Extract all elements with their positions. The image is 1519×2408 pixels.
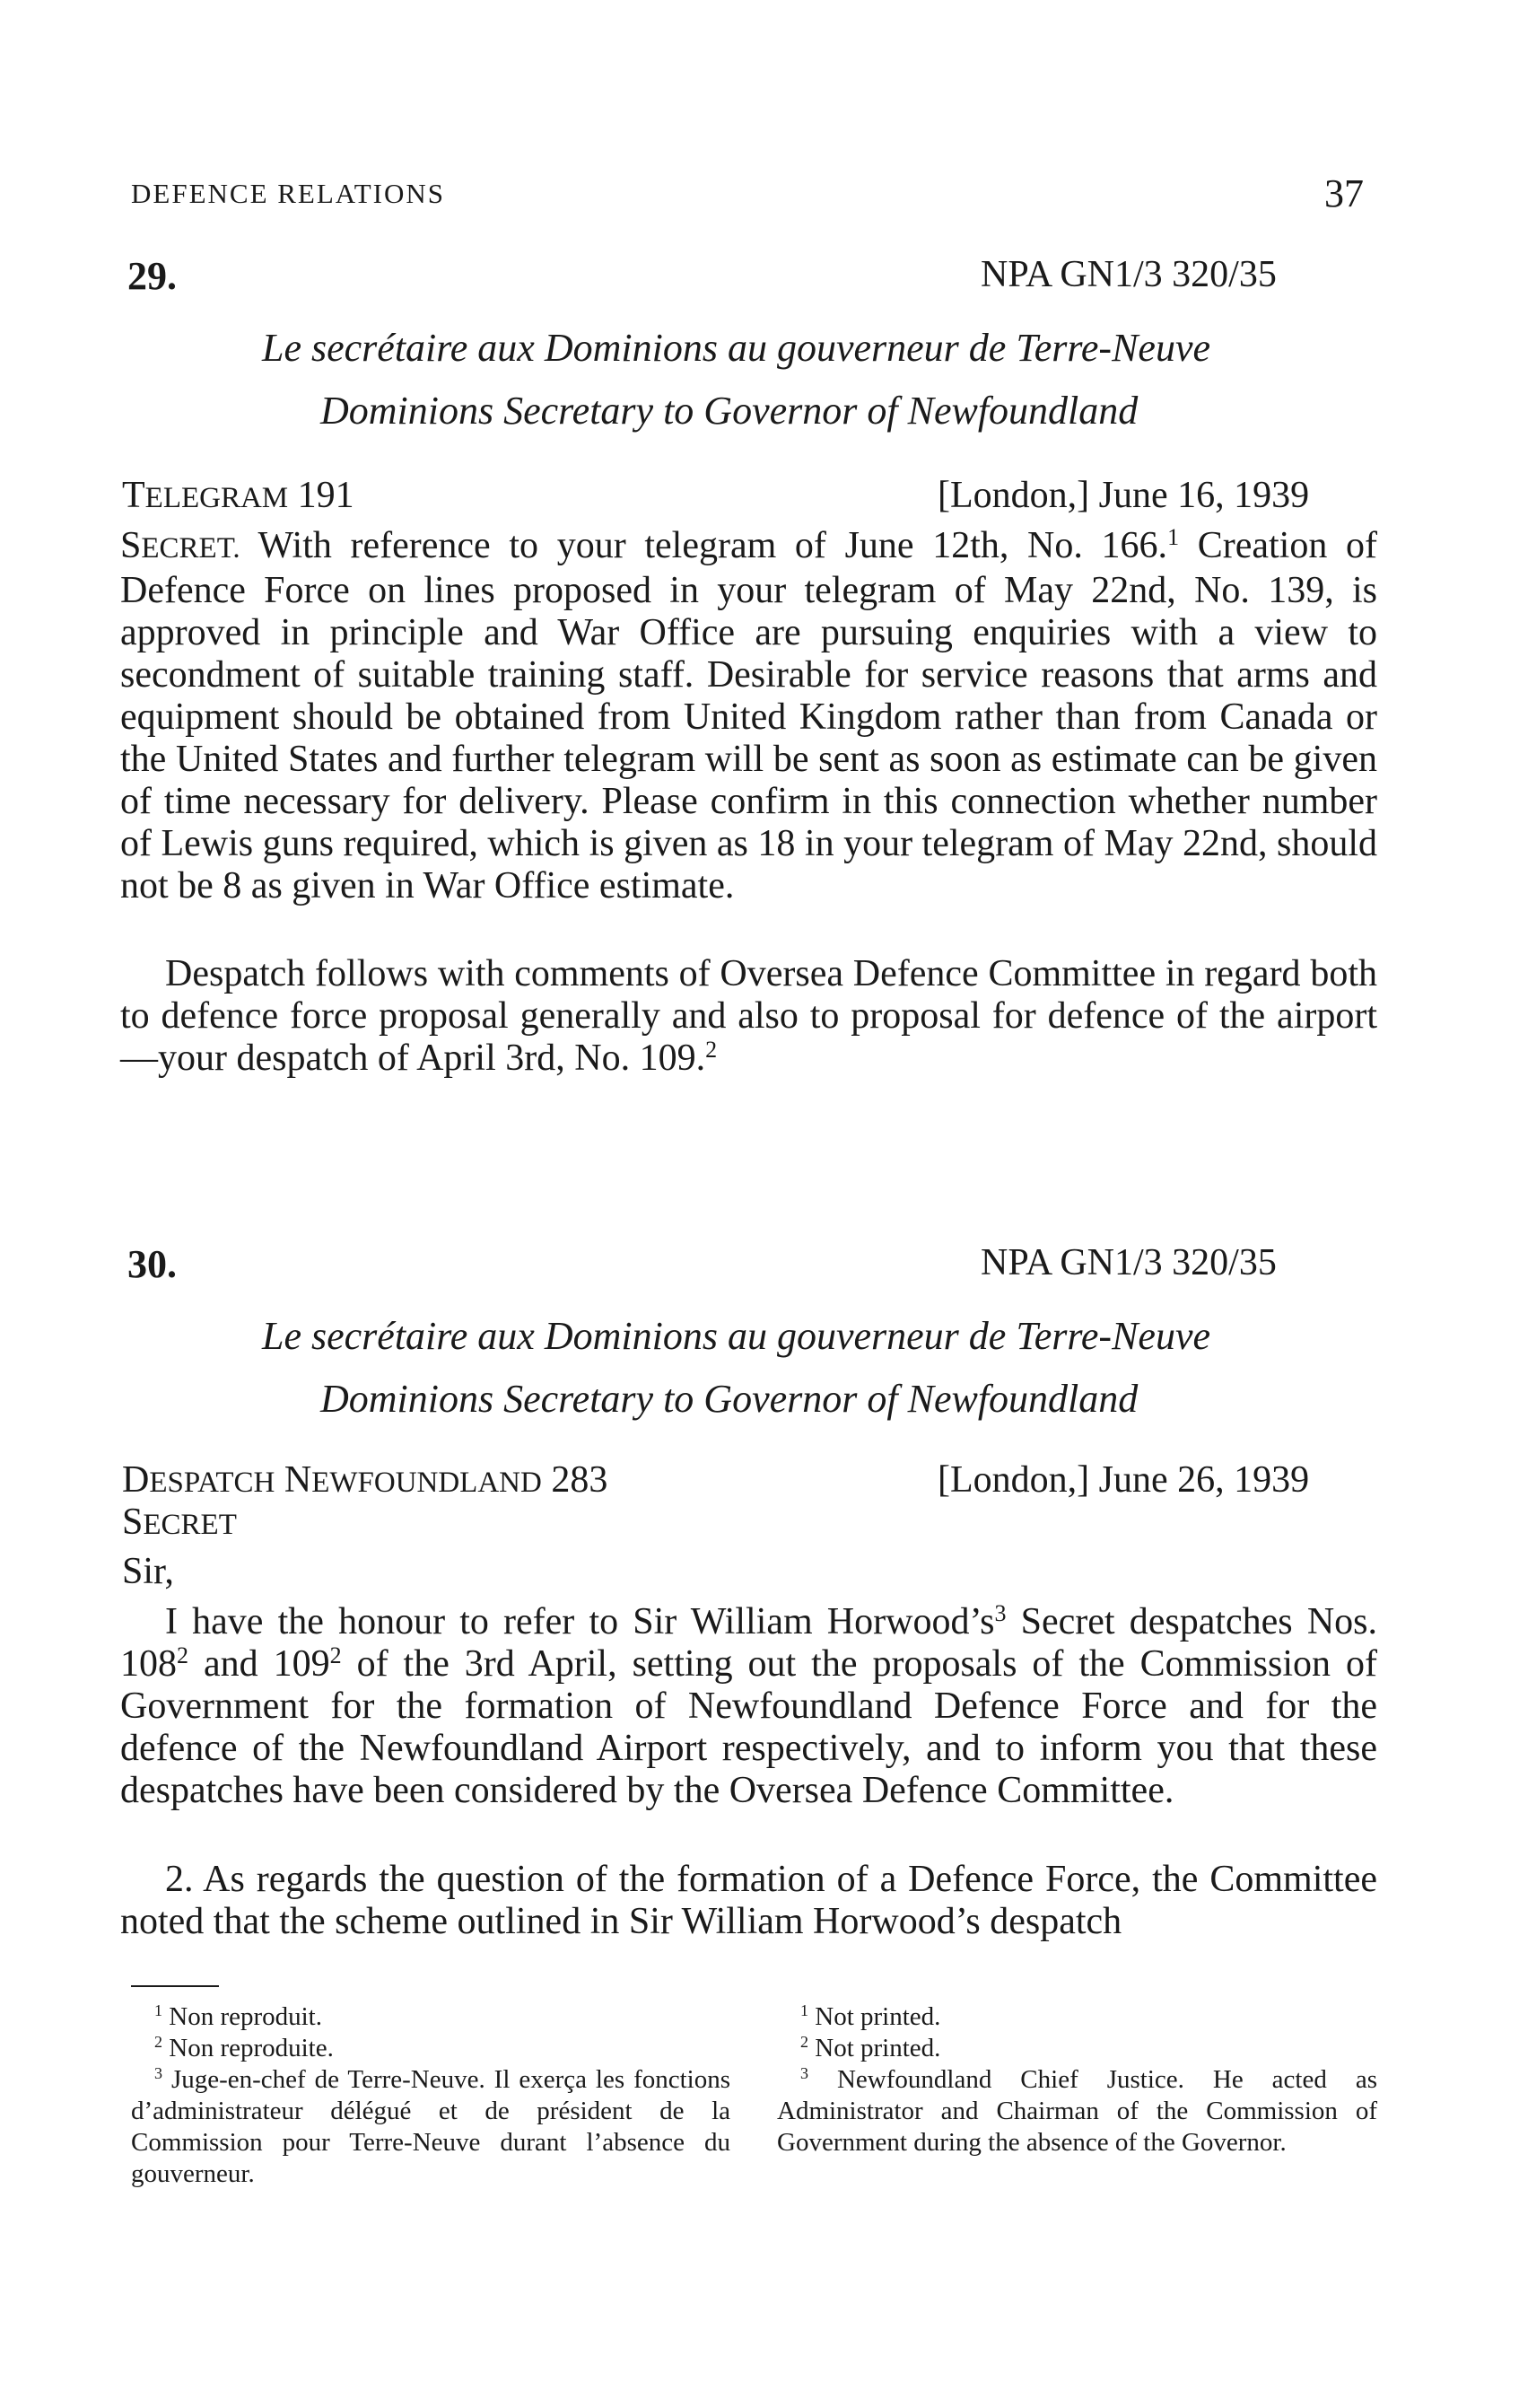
footnote-marker: 2 [177,1642,188,1668]
document-type-cap: N [275,1459,312,1501]
footnote-mark: 1 [800,2001,808,2019]
running-head: DEFENCE RELATIONS [131,178,446,209]
paragraph-text: Secret despatches Nos. 108 [120,1601,1377,1685]
document-number-30: 30. [127,1242,177,1286]
footnote-text: Not printed. [815,2002,941,2031]
classification-30 [122,1501,237,1544]
secret-small: ECRET. [141,532,240,565]
footnote-text: Not printed. [815,2034,941,2062]
secret-cap: S [120,525,142,566]
title-english-29: Dominions Secretary to Governor of Newfoundland [320,389,1139,433]
footnote-item [777,2064,1377,2158]
secret-small: ECRET [143,1509,237,1541]
footnote-rule [131,1985,219,1987]
paragraph-text: With reference to your telegram of June 12th, No. 166. [240,525,1168,566]
footnote-text: Non reproduit. [169,2002,322,2031]
footnotes-french [131,2001,730,2190]
title-english-30: Dominions Secretary to Governor of Newfoundland [320,1377,1139,1421]
footnote-text: Juge-en-chef de Terre-Neuve. Il exerça les fonctions d’administrateur délégué et de président de la Commission pour Terre-Neuve durant l’absence du gouverneur. [131,2065,730,2188]
title-french-30: Le secrétaire aux Dominions au gouverneur de Terre-Neuve [262,1314,1211,1358]
footnote-marker: 2 [329,1642,342,1668]
document-type-small: ESPATCH [149,1467,275,1499]
telegram-paragraph-1 [120,525,1377,907]
document-type-30 [122,1458,607,1502]
despatch-paragraph-1 [120,1601,1377,1812]
telegram-paragraph-2 [120,953,1377,1080]
paragraph-text: of the 3rd April, setting out the proposals of the Commission of Government for the formation of Newfoundland Defence Force and for the defence of the Newfoundland Airport respectively, and to inform you that these despatches have been considered by the Oversea Defence Committee. [120,1643,1377,1811]
footnote-marker: 3 [994,1600,1007,1626]
document-type-29 [122,474,354,517]
despatch-paragraph-2: 2. As regards the question of the formation of a Defence Force, the Committee noted that the scheme outlined in Sir William Horwood’s despatch [120,1859,1377,1942]
footnote-text: Non reproduite. [169,2034,334,2062]
paragraph-text: I have the honour to refer to Sir William Horwood’s [165,1601,995,1642]
footnote-marker: 1 [1167,524,1180,550]
document-type-number: 283 [541,1459,608,1501]
document-number-29: 29. [127,254,177,298]
secret-cap: S [122,1502,144,1543]
paragraph-text: Creation of Defence Force on lines proposed in your telegram of May 22nd, No. 139, is approved in principle and War Office are pursuing enquiries with a view to secondment of suitable training staff. Desirable for service reasons that arms and equipment should be obtained from United Kingdom rather than from Canada or the United States and further telegram will be sent as soon as estimate can be given of time necessary for delivery. Please confirm in this connection whether number of Lewis guns required, which is given as 18 in your telegram of May 22nd, should not be 8 as given in War Office estimate. [120,525,1377,906]
title-french-29: Le secrétaire aux Dominions au gouverneur de Terre-Neuve [262,326,1211,370]
footnote-mark: 2 [154,2033,162,2051]
archive-reference-29: NPA GN1/3 320/35 [981,254,1277,295]
document-date-29: [London,] June 16, 1939 [938,475,1310,516]
paragraph-text: Despatch follows with comments of Oversea Defence Committee in regard both to defence force proposal generally and also to proposal for defence of the airport—your despatch of April 3rd, No. 109. [120,953,1377,1079]
document-type-cap: T [122,475,145,516]
footnote-item [777,2033,1377,2064]
footnote-mark: 1 [154,2001,162,2019]
footnote-item [131,2033,730,2064]
footnotes-english [777,2001,1377,2158]
document-type-cap: D [122,1459,150,1501]
archive-reference-30: NPA GN1/3 320/35 [981,1242,1277,1283]
footnote-item [131,2064,730,2190]
paragraph-text: and 109 [188,1643,330,1685]
document-type-number: 191 [288,475,354,516]
footnote-item [131,2001,730,2033]
footnote-item [777,2001,1377,2033]
document-type-small: ELEGRAM [144,482,289,514]
footnote-mark: 3 [800,2064,808,2082]
document-type-small: EWFOUNDLAND [311,1467,542,1499]
document-date-30: [London,] June 26, 1939 [938,1459,1310,1501]
salutation: Sir, [122,1551,174,1592]
page-number: 37 [1324,171,1364,215]
footnote-text: Newfoundland Chief Justice. He acted as Administrator and Chairman of the Commission of Government during the absence of the Governor. [777,2065,1377,2157]
footnote-marker: 2 [705,1037,718,1063]
footnote-mark: 2 [800,2033,808,2051]
footnote-mark: 3 [154,2064,162,2082]
